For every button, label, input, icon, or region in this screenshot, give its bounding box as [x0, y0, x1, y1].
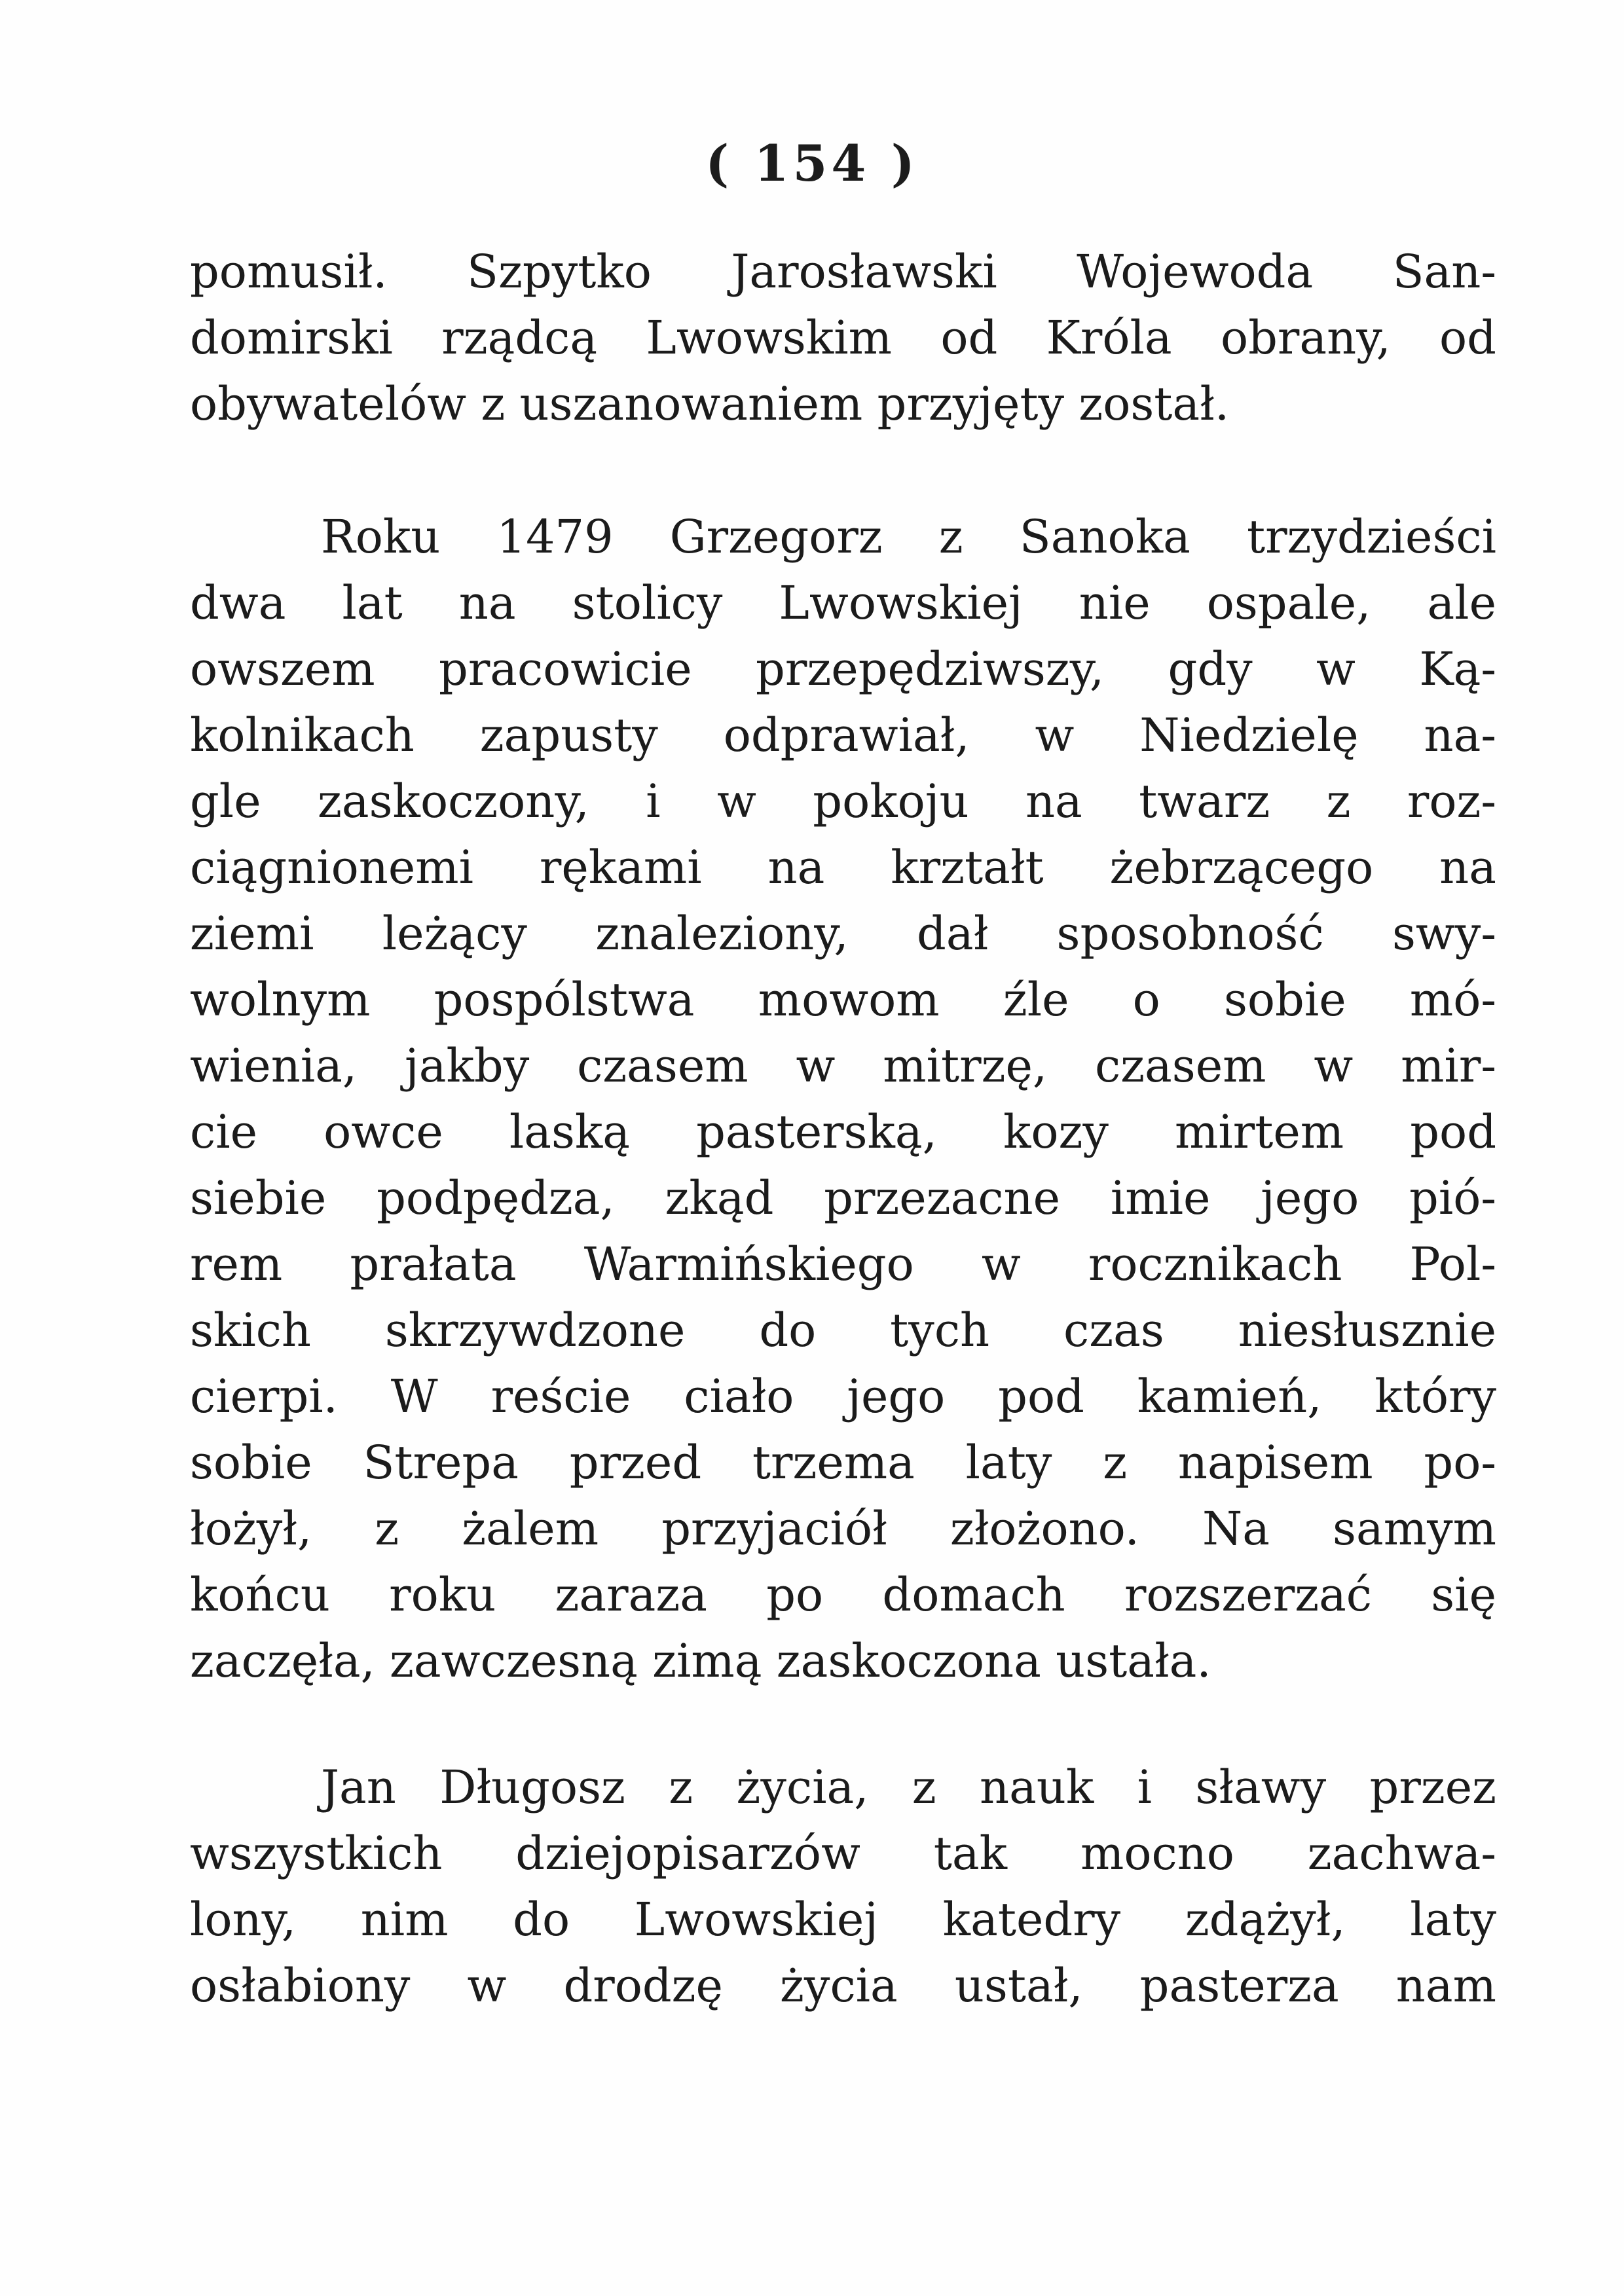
- text-line: wszystkich dziejopisarzów tak mocno zachwa-: [190, 1827, 1496, 1880]
- text-line: obywatelów z uszanowaniem przyjęty został.: [190, 377, 1230, 431]
- text-line: skich skrzywdzone do tych czas niesłusznie: [190, 1303, 1496, 1357]
- paragraph-2: [190, 504, 1496, 1694]
- text-line: cierpi. W reście ciało jego pod kamień, który: [190, 1370, 1496, 1423]
- text-line: sobie Strepa przed trzema laty z napisem po-: [190, 1436, 1496, 1489]
- text-line: wienia, jakby czasem w mitrzę, czasem w mir-: [190, 1039, 1496, 1093]
- text-line: osłabiony w drodzę życia ustał, pasterza nam: [190, 1959, 1496, 2013]
- paragraph-3: [190, 1755, 1496, 2019]
- paragraph-1: [190, 239, 1496, 437]
- text-line: rem prałata Warmińskiego w rocznikach Pol-: [190, 1237, 1496, 1291]
- text-line: dwa lat na stolicy Lwowskiej nie ospale, ale: [190, 576, 1496, 630]
- text-line: owszem pracowicie przepędziwszy, gdy w Ką-: [190, 642, 1496, 696]
- text-line: kolnikach zapusty odprawiał, w Niedzielę na-: [190, 708, 1496, 762]
- text-line: końcu roku zaraza po domach rozszerzać się: [190, 1568, 1496, 1622]
- text-line: lony, nim do Lwowskiej katedry zdążył, laty: [190, 1893, 1496, 1946]
- text-line: ziemi leżący znaleziony, dał sposobność swy-: [190, 907, 1496, 960]
- text-line: Roku 1479 Grzegorz z Sanoka trzydzieści: [321, 510, 1496, 564]
- page-number: ( 154 ): [705, 134, 919, 192]
- text-line: gle zaskoczony, i w pokoju na twarz z roz-: [190, 774, 1496, 828]
- text-line: domirski rządcą Lwowskim od Króla obrany, od: [190, 311, 1496, 365]
- text-line: ciągnionemi rękami na krztałt żebrzącego na: [190, 841, 1496, 894]
- text-line: Jan Długosz z życia, z nauk i sławy przez: [321, 1760, 1496, 1814]
- text-line: łożył, z żalem przyjaciół złożono. Na samym: [190, 1502, 1496, 1556]
- text-line: siebie podpędza, zkąd przezacne imie jego pió-: [190, 1171, 1496, 1225]
- text-line: zaczęła, zawczesną zimą zaskoczona ustała.: [190, 1634, 1211, 1688]
- text-line: wolnym pospólstwa mowom źle o sobie mó-: [190, 973, 1496, 1027]
- text-line: pomusił. Szpytko Jarosławski Wojewoda San-: [190, 245, 1496, 299]
- text-line: cie owce laską pasterską, kozy mirtem pod: [190, 1105, 1496, 1159]
